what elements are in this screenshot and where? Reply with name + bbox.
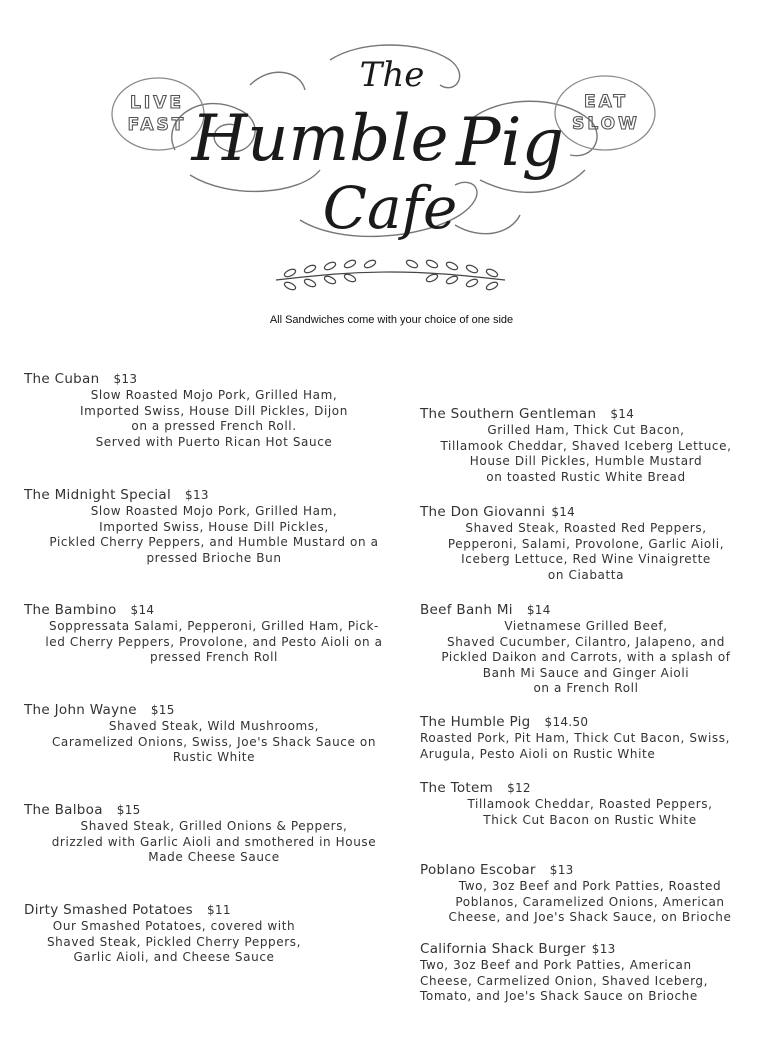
item-description: Slow Roasted Mojo Pork, Grilled Ham, Imported Swiss, House Dill Pickles, Dijon on a pressed French Roll. Served with Puerto Rican Hot Sauce bbox=[80, 388, 348, 449]
item-name: The Cuban bbox=[24, 371, 100, 387]
cafe-logo bbox=[0, 0, 783, 310]
badge-right-line1: EAT bbox=[583, 92, 629, 112]
item-name: The Balboa bbox=[24, 802, 103, 818]
menu-item-the-bambino bbox=[24, 602, 404, 666]
menu-item-dirty-smashed-potatoes bbox=[24, 902, 404, 966]
menu-item-the-balboa bbox=[24, 802, 404, 866]
item-description: Our Smashed Potatoes, covered with Shaved Steak, Pickled Cherry Peppers, Garlic Aioli, and Cheese Sauce bbox=[46, 919, 302, 965]
menu-item-the-totem bbox=[420, 780, 760, 828]
item-description: Grilled Ham, Thick Cut Bacon, Tillamook Cheddar, Shaved Iceberg Lettuce, House Dill Pickles, Humble Mustard on toasted Rustic White Bread bbox=[440, 423, 732, 484]
item-price: $14 bbox=[610, 407, 635, 421]
item-price: $14 bbox=[526, 603, 551, 617]
item-name: The Midnight Special bbox=[24, 487, 172, 503]
item-description: Shaved Steak, Wild Mushrooms, Caramelized Onions, Swiss, Joe's Shack Sauce on Rustic White bbox=[51, 719, 377, 765]
badge-left-line2: FAST bbox=[127, 115, 187, 135]
laurel-divider-icon bbox=[276, 259, 505, 292]
item-price: $13 bbox=[113, 372, 138, 386]
item-name: Beef Banh Mi bbox=[420, 602, 513, 618]
logo-cafe: Cafe bbox=[322, 174, 458, 242]
item-description: Vietnamese Grilled Beef, Shaved Cucumber, Cilantro, Jalapeno, and Pickled Daikon and Carrots, with a splash of Banh Mi Sauce and Ginger Aioli on a French Roll bbox=[441, 619, 731, 696]
logo-the: The bbox=[359, 55, 425, 95]
item-description: Shaved Steak, Grilled Onions & Peppers, drizzled with Garlic Aioli and smothered in House Made Cheese Sauce bbox=[51, 819, 377, 865]
menu-item-the-cuban bbox=[24, 371, 404, 450]
eat-slow-badge bbox=[555, 76, 655, 150]
menu-item-the-humble-pig bbox=[420, 714, 760, 762]
badge-left-line1: LIVE bbox=[130, 93, 184, 113]
item-name: The Bambino bbox=[24, 602, 117, 618]
item-description: Two, 3oz Beef and Pork Patties, Roasted Poblanos, Caramelized Onions, American Cheese, and Joe's Shack Sauce, on Brioche bbox=[448, 879, 732, 925]
item-description: Tillamook Cheddar, Roasted Peppers, Thick Cut Bacon on Rustic White bbox=[467, 797, 713, 827]
item-name: The Southern Gentleman bbox=[420, 406, 597, 422]
item-name: The Don Giovanni bbox=[420, 504, 546, 520]
item-price: $15 bbox=[150, 703, 175, 717]
menu-item-the-southern-gentleman bbox=[420, 406, 760, 485]
menu-item-poblano-escobar bbox=[420, 862, 760, 926]
item-price: $12 bbox=[507, 781, 531, 795]
item-price: $14.50 bbox=[544, 715, 589, 729]
item-description: Shaved Steak, Roasted Red Peppers, Pepperoni, Salami, Provolone, Garlic Aioli, Iceberg Lettuce, Red Wine Vinaigrette on Ciabatta bbox=[447, 521, 725, 582]
item-price: $15 bbox=[116, 803, 141, 817]
item-price: $11 bbox=[207, 903, 231, 917]
item-name: The Totem bbox=[420, 780, 494, 796]
item-price: $13 bbox=[185, 488, 209, 502]
item-price: $14 bbox=[130, 603, 155, 617]
menu-item-the-john-wayne bbox=[24, 702, 404, 766]
item-description: Two, 3oz Beef and Pork Patties, American Cheese, Carmelized Onion, Shaved Iceberg, Tomato, and Joe's Shack Sauce on Brioche bbox=[420, 958, 709, 1004]
menu-item-beef-banh-mi bbox=[420, 602, 760, 697]
logo-pig: Pig bbox=[456, 104, 564, 181]
item-price: $13 bbox=[591, 942, 616, 956]
item-name: Dirty Smashed Potatoes bbox=[24, 902, 193, 918]
live-fast-badge bbox=[112, 78, 204, 150]
item-description: Slow Roasted Mojo Pork, Grilled Ham, Imported Swiss, House Dill Pickles, Pickled Cherry Peppers, and Humble Mustard on a pressed Brioche Bun bbox=[49, 504, 379, 565]
item-name: The Humble Pig bbox=[420, 714, 531, 730]
badge-right-line2: SLOW bbox=[572, 114, 640, 134]
item-name: The John Wayne bbox=[24, 702, 137, 718]
item-price: $13 bbox=[549, 863, 574, 877]
item-name: Poblano Escobar bbox=[420, 862, 536, 878]
item-description: Roasted Pork, Pit Ham, Thick Cut Bacon, Swiss, Arugula, Pesto Aioli on Rustic White bbox=[420, 731, 731, 761]
menu-item-california-shack-burger bbox=[420, 941, 760, 1005]
item-name: California Shack Burger bbox=[420, 941, 586, 957]
sides-note: All Sandwiches come with your choice of one side bbox=[269, 314, 514, 326]
item-price: $14 bbox=[551, 505, 576, 519]
menu-item-the-don-giovanni bbox=[420, 504, 760, 583]
menu-item-the-midnight-special bbox=[24, 487, 404, 566]
logo-humble: Humble bbox=[191, 102, 449, 176]
item-description: Soppressata Salami, Pepperoni, Grilled Ham, Pick- led Cherry Peppers, Provolone, and Pesto Aioli on a pressed French Roll bbox=[45, 619, 383, 665]
